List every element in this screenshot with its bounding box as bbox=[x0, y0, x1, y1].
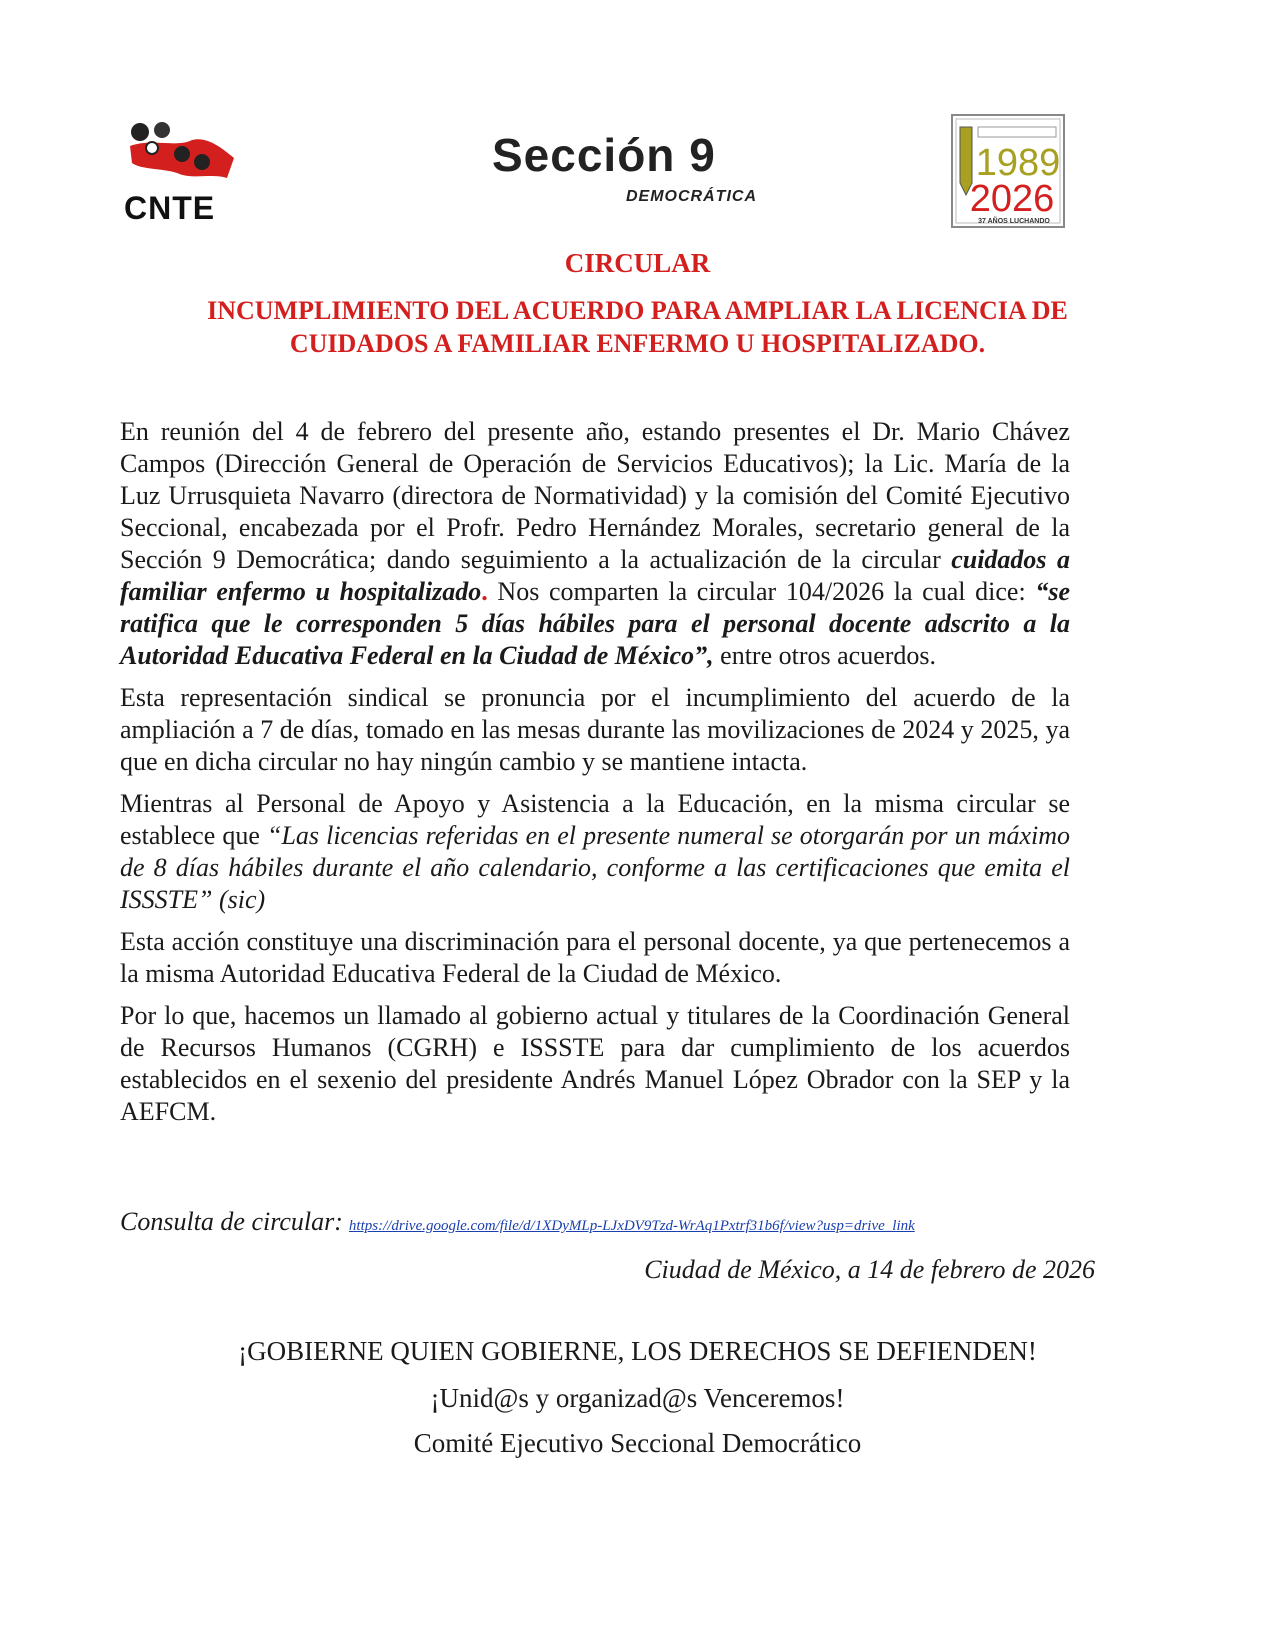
circular-link[interactable]: https://drive.google.com/file/d/1XDyMLp-LJxDV9Tzd-WrAq1Pxtrf31b6f/view?usp=drive_link bbox=[348, 1218, 915, 1234]
subtitle-line-1: INCUMPLIMIENTO DEL ACUERDO PARA AMPLIAR LA LICENCIA DE bbox=[207, 296, 1068, 325]
paragraph-meeting: En reunión del 4 de febrero del presente año, estando presentes el Dr. Mario Chávez Campos (Dirección General de Operación de Servicios Educativos); la Lic. María de la Luz Urrusquieta Navarro (directora de Normatividad) y la comisión del Comité Ejecutivo Seccional, encabezada por el Profr. Pedro Hernández Morales, secretario general de la Sección 9 Democrática; dando seguimiento a la actualización de la circular cuidados a familiar enfermo u hospitalizado. Nos comparten la circular 104/2026 la cual dice: “se ratifica que le corresponden 5 días hábiles para el personal docente adscrito a la Autoridad Educativa Federal en la Ciudad de México”, entre otros acuerdos. bbox=[120, 417, 1071, 670]
document-body bbox=[120, 416, 1070, 1138]
paragraph-support-staff: Mientras al Personal de Apoyo y Asistencia a la Educación, en la misma circular se establece que “Las licencias referidas en el presente numeral se otorgarán por un máximo de 8 días hábiles durante el año calendario, conforme a las certificaciones que emita el ISSSTE” (sic) bbox=[120, 789, 1070, 914]
paragraph-discrimination: Esta acción constituye una discriminación para el personal docente, ya que pertenecemos a la misma Autoridad Educativa Federal de la Ciudad de México. bbox=[120, 927, 1070, 988]
document-date: Ciudad de México, a 14 de febrero de 2026 bbox=[644, 1255, 1095, 1284]
consulta-label: Consulta de circular: bbox=[120, 1207, 343, 1236]
signature: Comité Ejecutivo Seccional Democrático bbox=[413, 1428, 862, 1458]
anniversary-logo bbox=[950, 113, 1066, 229]
anniv-caption: 37 AÑOS LUCHANDO bbox=[978, 218, 1050, 225]
slogan-main: ¡GOBIERNE QUIEN GOBIERNE, LOS DERECHOS SE DEFIENDEN! bbox=[238, 1336, 1037, 1366]
seccion-9-logo bbox=[492, 128, 792, 208]
anniv-start-year: 1989 bbox=[975, 142, 1061, 184]
document-subtitle bbox=[0, 294, 1275, 360]
consulta-line bbox=[120, 1207, 915, 1237]
cnte-figures-icon bbox=[122, 118, 242, 193]
anniv-end-year: 2026 bbox=[969, 178, 1055, 220]
seccion-subtitle: DEMOCRÁTICA bbox=[626, 188, 757, 205]
paragraph-call: Por lo que, hacemos un llamado al gobierno actual y titulares de la Coordinación General de Recursos Humanos (CGRH) e ISSSTE para dar cumplimiento de los acuerdos establecidos en el sexenio del presidente Andrés Manuel López Obrador con la SEP y la AEFCM. bbox=[120, 1001, 1070, 1126]
subtitle-line-2: CUIDADOS A FAMILIAR ENFERMO U HOSPITALIZADO. bbox=[289, 329, 986, 358]
slogan-secondary: ¡Unid@s y organizad@s Venceremos! bbox=[430, 1383, 845, 1413]
cnte-logo-text: CNTE bbox=[124, 190, 216, 226]
cnte-logo bbox=[122, 118, 242, 226]
paragraph-pronouncement: Esta representación sindical se pronuncia por el incumplimiento del acuerdo de la ampliación a 7 de días, tomado en las mesas durante las movilizaciones de 2024 y 2025, ya que en dicha circular no hay ningún cambio y se mantiene intacta. bbox=[120, 683, 1070, 776]
seccion-title: Sección 9 bbox=[492, 129, 716, 181]
document-title: CIRCULAR bbox=[564, 248, 711, 278]
